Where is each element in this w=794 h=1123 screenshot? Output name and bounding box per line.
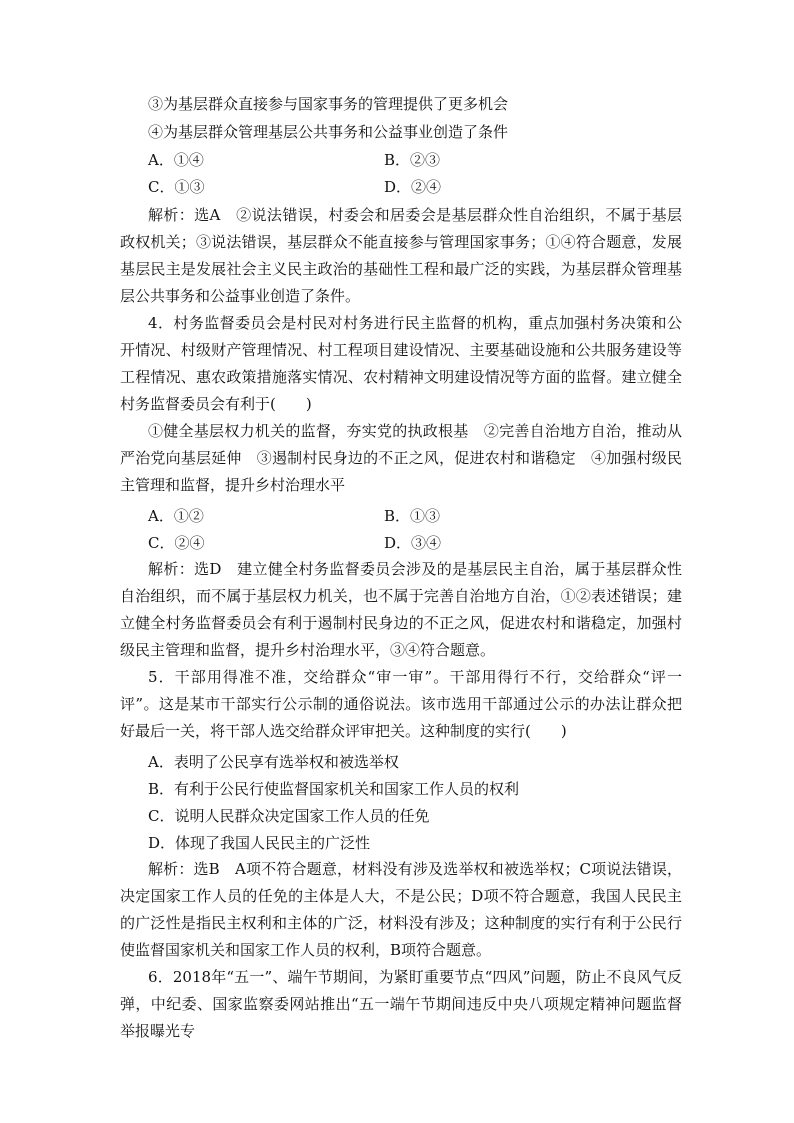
analysis-paragraph: 解析：选A ②说法错误，村委会和居委会是基层群众性自治组织，不属于基层政权机关；③说法错误，基层群众不能直接参与管理国家事务；①④符合题意，发展基层民主是发展社会主义民主政治的基础性工程和最广泛的实践，为基层群众管理基层公共事务和公益事业创造了条件。	[120, 206, 682, 305]
choice-b: B．②③	[384, 151, 441, 169]
q4-choice-a: A．①②	[148, 507, 204, 525]
question-4-stem: 4．村务监督委员会是村民对村务进行民主监督的机构，重点加强村务决策和公开情况、村级财产管理情况、村工程项目建设情况、主要基础设施和公共服务建设等工程情况、惠农政策措施落实情况、农村精神文明建设情况等方面的监督。建立健全村务监督委员会有利于( )	[120, 314, 682, 413]
option-3: ③为基层群众直接参与国家事务的管理提供了更多机会	[148, 95, 509, 113]
question-4-options: ①健全基层权力机关的监督，夯实党的执政根基 ②完善自治地方自治，推动从严治党向基层延伸 ③遏制村民身边的不正之风，促进农村和谐稳定 ④加强村级民主管理和监督，提升乡村治理水平	[120, 422, 682, 494]
q5-option-a: A．表明了公民享有选举权和被选举权	[148, 753, 399, 771]
option-4: ④为基层群众管理基层公共事务和公益事业创造了条件	[148, 123, 509, 141]
choice-c: C．①③	[148, 178, 205, 196]
q4-choice-c: C．②④	[148, 534, 205, 552]
choice-d: D．②④	[384, 178, 442, 196]
q5-option-d: D．体现了我国人民民主的广泛性	[148, 834, 371, 852]
q4-choice-d: D．③④	[384, 534, 442, 552]
q4-analysis-paragraph: 解析：选D 建立健全村务监督委员会涉及的是基层民主自治，属于基层群众性自治组织，而不属于基层权力机关，也不属于完善自治地方自治，①②表述错误；建立健全村务监督委员会有利于遏制村民身边的不正之风，促进农村和谐稳定，加强村级民主管理和监督，提升乡村治理水平，③④符合题意。	[120, 560, 682, 659]
question-6-stem: 6．2018年“五一”、端午节期间，为紧盯重要节点“四风”问题，防止不良风气反弹，中纪委、国家监察委网站推出“五一端午节期间违反中央八项规定精神问题监督举报曝光专	[120, 968, 682, 1040]
q5-option-b: B．有利于公民行使监督国家机关和国家工作人员的权利	[148, 780, 520, 798]
q4-choice-b: B．①③	[384, 507, 441, 525]
choice-a: A．①④	[148, 151, 204, 169]
question-5-stem: 5．干部用得准不准，交给群众“审一审”。干部用得行不行，交给群众“评一评”。这是某市干部实行公示制的通俗说法。该市选用干部通过公示的办法让群众把好最后一关，将干部人选交给群众评审把关。这种制度的实行( )	[120, 668, 682, 740]
q5-option-c: C．说明人民群众决定国家工作人员的任免	[148, 807, 430, 825]
q5-analysis-paragraph: 解析：选B A项不符合题意，材料没有涉及选举权和被选举权；C项说法错误，决定国家工作人员的任免的主体是人大，不是公民；D项不符合题意，我国人民民主的广泛性是指民主权利和主体的广泛，材料没有涉及；这种制度的实行有利于公民行使监督国家机关和国家工作人员的权利，B项符合题意。	[120, 860, 682, 959]
